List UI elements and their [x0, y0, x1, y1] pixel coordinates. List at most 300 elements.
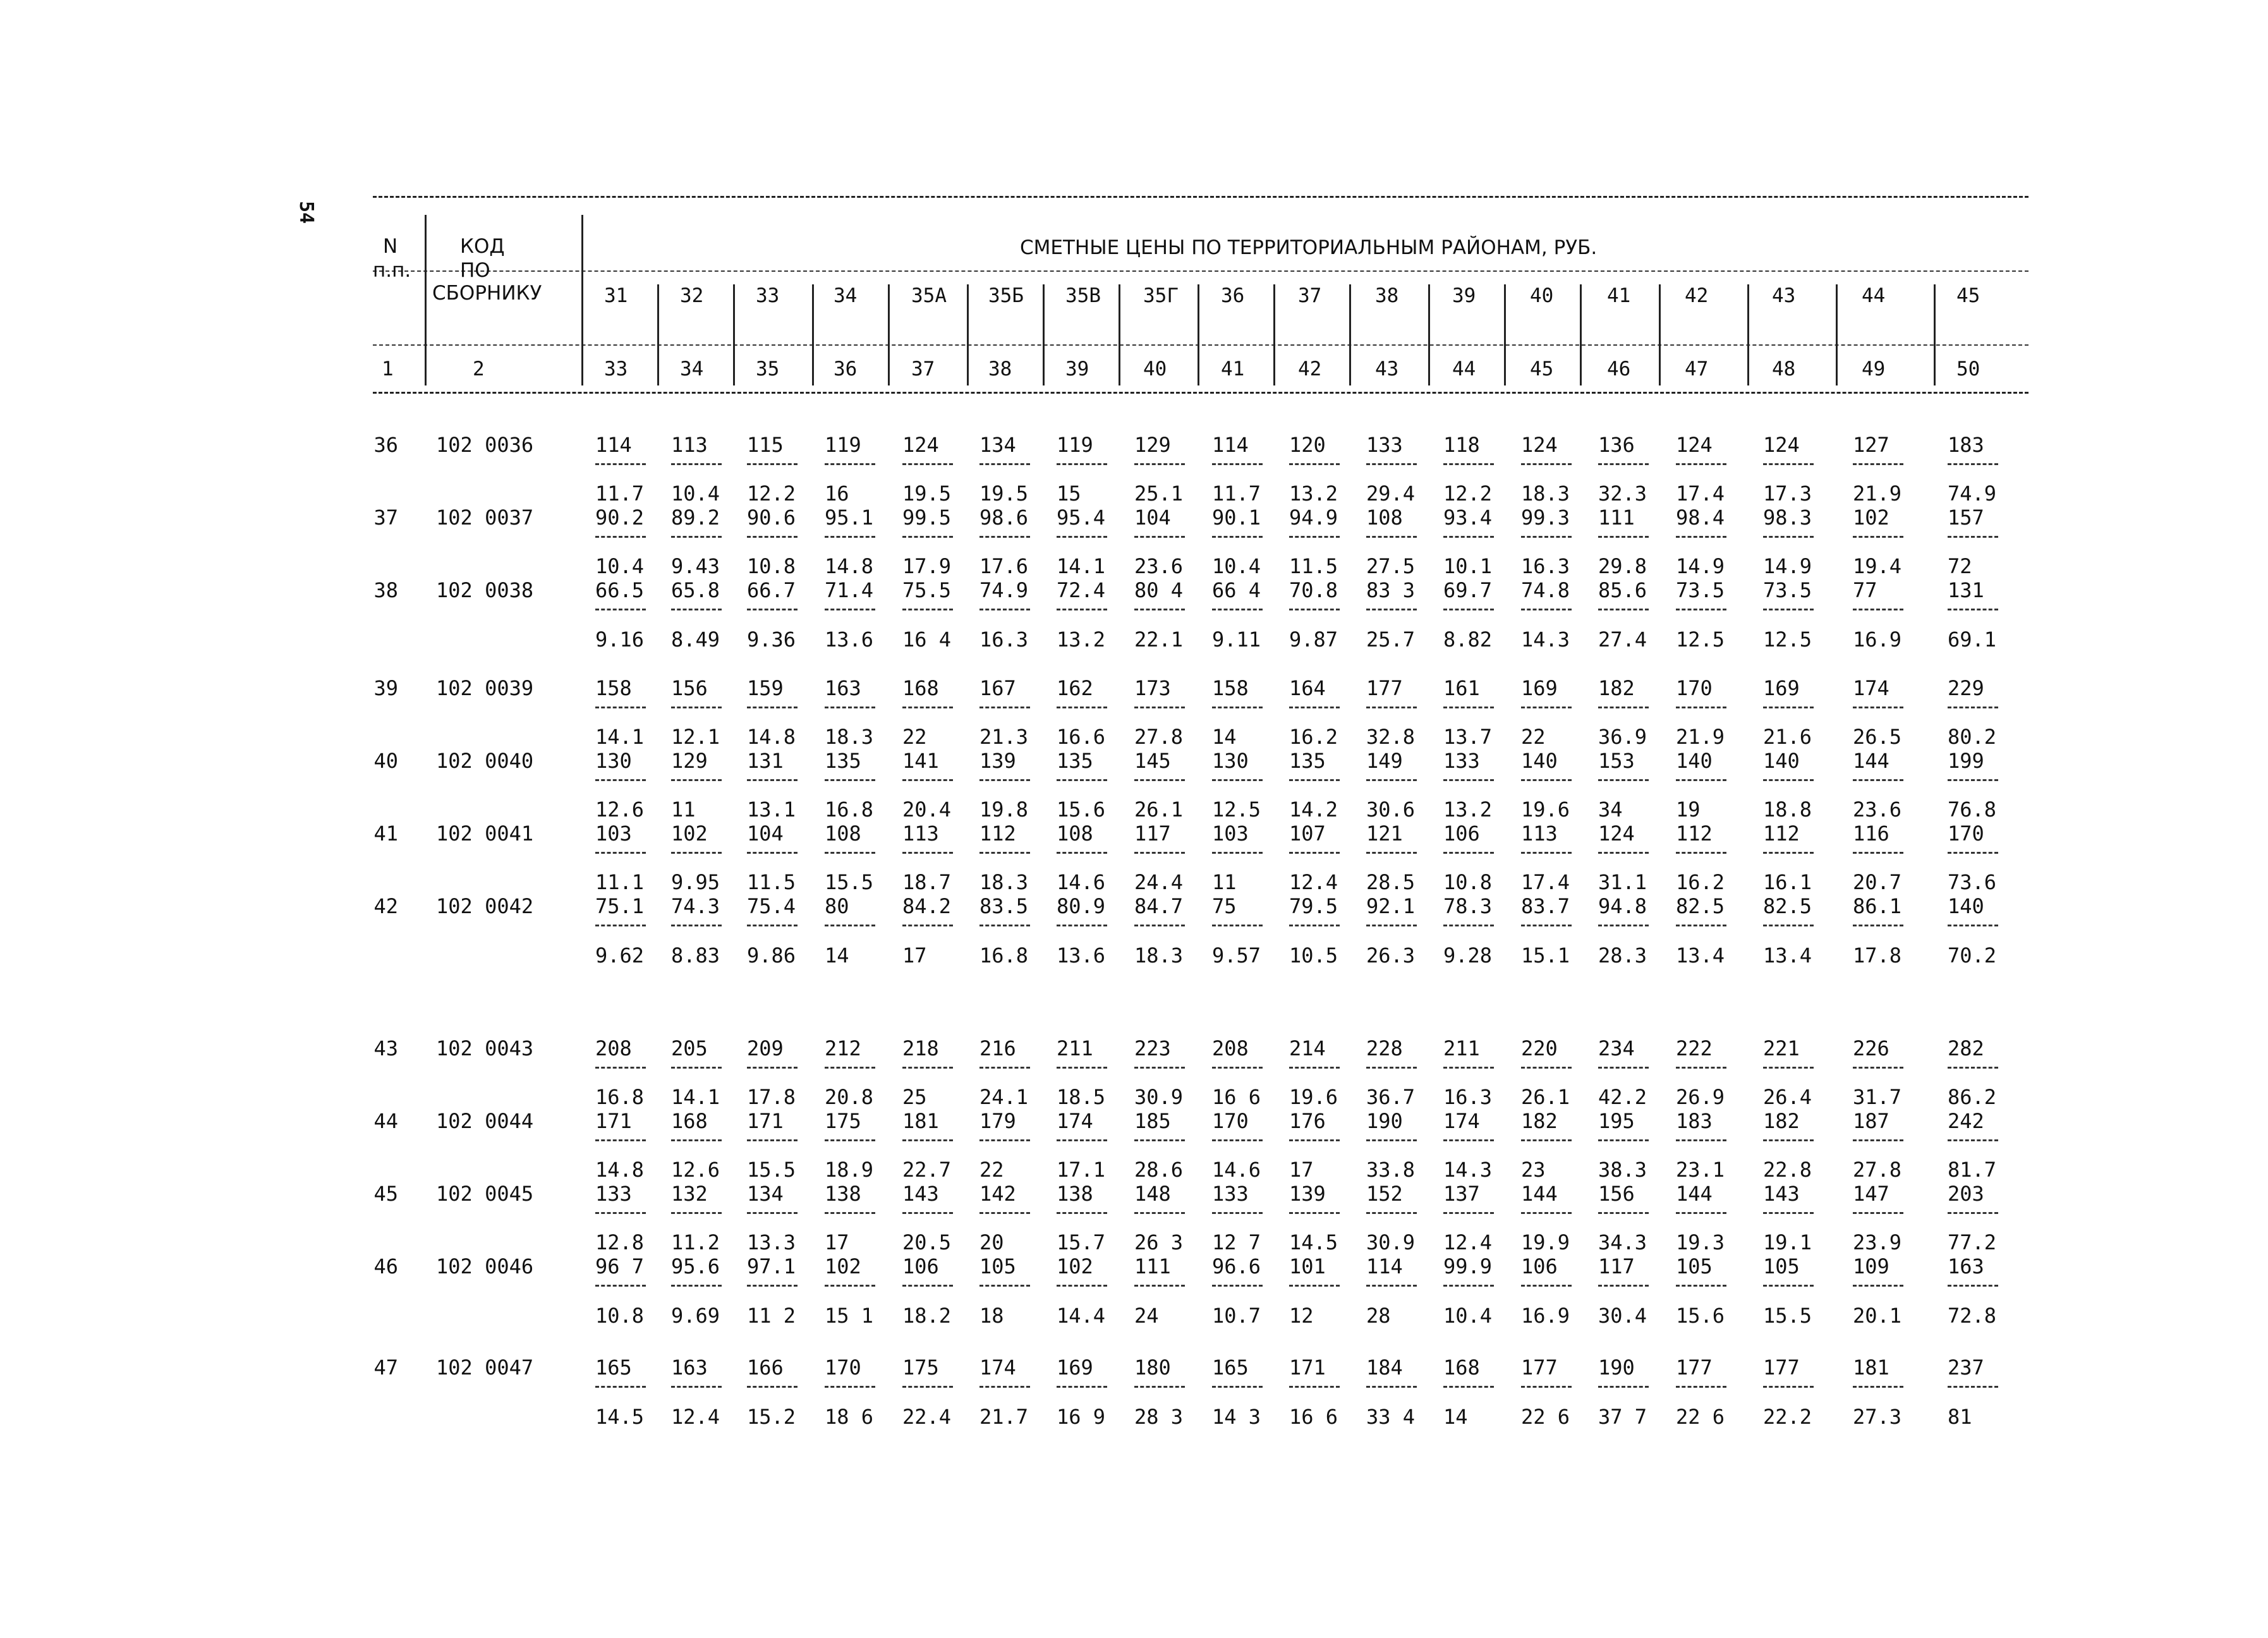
price-cell: 27.4 [1598, 628, 1647, 652]
fraction-line [902, 925, 953, 926]
price-cell: 82.5 [1763, 894, 1812, 918]
price-cell: 168 [671, 1109, 708, 1133]
price-cell: 30.4 [1598, 1304, 1647, 1328]
fraction-line [1948, 1285, 1998, 1287]
price-cell: 157 [1948, 506, 1984, 530]
price-cell: 15.5 [747, 1158, 796, 1182]
column-number: 34 [680, 358, 704, 380]
price-cell: 83 3 [1366, 578, 1416, 602]
price-cell: 12.4 [1443, 1230, 1493, 1254]
row-number: 41 [373, 822, 398, 846]
fraction-line [1948, 1139, 1998, 1141]
price-cell: 16.9 [1521, 1304, 1570, 1328]
price-cell: 181 [902, 1109, 939, 1133]
price-cell: 76.8 [1948, 798, 1997, 822]
fraction-line [1289, 463, 1340, 465]
price-cell: 174 [979, 1356, 1016, 1380]
price-cell: 17.6 [979, 554, 1029, 578]
price-cell: 124 [1598, 822, 1635, 846]
price-cell: 135 [1289, 749, 1326, 773]
fraction-line [1763, 1386, 1814, 1388]
fraction-line [747, 779, 797, 781]
price-cell: 167 [979, 676, 1016, 700]
fraction-line [595, 536, 646, 538]
row-code: 102 0047 [436, 1356, 534, 1380]
price-cell: 214 [1289, 1036, 1326, 1060]
fraction-line [1057, 609, 1107, 610]
price-cell: 28.6 [1134, 1158, 1184, 1182]
fraction-line [979, 852, 1030, 854]
fraction-line [1289, 707, 1340, 708]
fraction-line [1366, 1285, 1417, 1287]
price-cell: 9.87 [1289, 628, 1338, 652]
price-cell: 15 1 [825, 1304, 874, 1328]
price-cell: 14.1 [1057, 554, 1106, 578]
price-cell: 23.6 [1853, 798, 1902, 822]
region-header: 34 [834, 284, 858, 307]
fraction-line [1853, 609, 1903, 610]
price-cell: 116 [1853, 822, 1889, 846]
price-cell: 9.28 [1443, 943, 1493, 968]
price-cell: 129 [671, 749, 708, 773]
price-cell: 13.4 [1676, 943, 1725, 968]
column-number: 39 [1065, 358, 1089, 380]
price-cell: 19.6 [1289, 1085, 1338, 1109]
price-cell: 9.95 [671, 870, 720, 894]
fraction-line [979, 1139, 1030, 1141]
region-header: 43 [1772, 284, 1796, 307]
fraction-line [1289, 1067, 1340, 1069]
region-header: 31 [604, 284, 628, 307]
price-cell: 237 [1948, 1356, 1984, 1380]
price-cell: 124 [1763, 433, 1800, 457]
price-cell: 103 [595, 822, 632, 846]
price-cell: 10.5 [1289, 943, 1338, 968]
price-cell: 15.7 [1057, 1230, 1106, 1254]
fraction-line [1057, 707, 1107, 708]
row-code: 102 0037 [436, 506, 534, 530]
price-cell: 119 [1057, 433, 1093, 457]
row-number: 40 [373, 749, 398, 773]
price-cell: 36.7 [1366, 1085, 1416, 1109]
price-cell: 114 [1366, 1254, 1403, 1278]
price-cell: 135 [825, 749, 861, 773]
price-cell: 216 [979, 1036, 1016, 1060]
price-cell: 75.1 [595, 894, 645, 918]
price-cell: 163 [671, 1356, 708, 1380]
column-divider [1119, 284, 1120, 385]
price-cell: 14 [825, 943, 849, 968]
price-cell: 29.8 [1598, 554, 1647, 578]
price-cell: 140 [1521, 749, 1558, 773]
fraction-line [1521, 1067, 1572, 1069]
price-cell: 163 [1948, 1254, 1984, 1278]
price-cell: 17.4 [1676, 482, 1725, 506]
price-cell: 14.1 [671, 1085, 720, 1109]
price-cell: 89.2 [671, 506, 720, 530]
fraction-line [1443, 1386, 1494, 1388]
price-cell: 130 [595, 749, 632, 773]
column-divider [967, 284, 969, 385]
price-cell: 14.3 [1443, 1158, 1493, 1182]
fraction-line [1948, 1212, 1998, 1214]
fraction-line [1853, 1139, 1903, 1141]
fraction-line [1853, 536, 1903, 538]
column-divider [1659, 284, 1661, 385]
header-code-1: КОД [460, 235, 505, 258]
price-cell: 33.8 [1366, 1158, 1416, 1182]
fraction-line [1598, 1285, 1649, 1287]
price-cell: 82.5 [1676, 894, 1725, 918]
price-cell: 104 [1134, 506, 1171, 530]
fraction-line [747, 463, 797, 465]
fraction-line [1521, 925, 1572, 926]
price-cell: 195 [1598, 1109, 1635, 1133]
region-header: 40 [1530, 284, 1554, 307]
fraction-line [1366, 1139, 1417, 1141]
fraction-line [671, 1067, 722, 1069]
column-divider [1836, 284, 1838, 385]
price-cell: 12.5 [1212, 798, 1261, 822]
price-cell: 182 [1598, 676, 1635, 700]
price-cell: 27.5 [1366, 554, 1416, 578]
price-cell: 106 [902, 1254, 939, 1278]
price-cell: 118 [1443, 433, 1480, 457]
fraction-line [1057, 1067, 1107, 1069]
price-cell: 22 6 [1676, 1405, 1725, 1429]
row-code: 102 0046 [436, 1254, 534, 1278]
fraction-line [595, 1386, 646, 1388]
price-cell: 14.6 [1212, 1158, 1261, 1182]
price-cell: 24.1 [979, 1085, 1029, 1109]
fraction-line [825, 1212, 875, 1214]
fraction-line [595, 609, 646, 610]
price-cell: 25.1 [1134, 482, 1184, 506]
fraction-line [747, 1139, 797, 1141]
price-cell: 14 [1212, 725, 1237, 749]
price-cell: 168 [902, 676, 939, 700]
price-cell: 32.3 [1598, 482, 1647, 506]
price-cell: 133 [1366, 433, 1403, 457]
price-cell: 102 [1853, 506, 1889, 530]
price-cell: 16.3 [1443, 1085, 1493, 1109]
price-cell: 133 [1443, 749, 1480, 773]
fraction-line [1134, 1386, 1185, 1388]
price-cell: 140 [1676, 749, 1713, 773]
price-cell: 113 [902, 822, 939, 846]
price-cell: 22.1 [1134, 628, 1184, 652]
price-cell: 15.5 [825, 870, 874, 894]
price-cell: 16 6 [1212, 1085, 1261, 1109]
fraction-line [1057, 1212, 1107, 1214]
header-code-3: СБОРНИКУ [432, 282, 542, 305]
price-cell: 21.6 [1763, 725, 1812, 749]
price-cell: 102 [1057, 1254, 1093, 1278]
price-cell: 12.5 [1676, 628, 1725, 652]
fraction-line [1289, 852, 1340, 854]
column-number: 50 [1956, 358, 1980, 380]
price-cell: 94.8 [1598, 894, 1647, 918]
fraction-line [1443, 1285, 1494, 1287]
price-cell: 84.7 [1134, 894, 1184, 918]
price-cell: 12 [1289, 1304, 1314, 1328]
price-cell: 158 [595, 676, 632, 700]
fraction-line [1598, 609, 1649, 610]
column-number: 42 [1298, 358, 1322, 380]
fraction-line [747, 1212, 797, 1214]
price-cell: 18.3 [979, 870, 1029, 894]
fraction-line [1212, 1139, 1263, 1141]
price-cell: 21.9 [1853, 482, 1902, 506]
fraction-line [1366, 536, 1417, 538]
fraction-line [1853, 1285, 1903, 1287]
fraction-line [902, 1067, 953, 1069]
price-cell: 9.69 [671, 1304, 720, 1328]
price-cell: 18.3 [825, 725, 874, 749]
price-cell: 121 [1366, 822, 1403, 846]
fraction-line [1366, 1212, 1417, 1214]
header-divider-rule [373, 344, 2028, 346]
price-cell: 16 6 [1289, 1405, 1338, 1429]
fraction-line [595, 1212, 646, 1214]
fraction-line [1676, 925, 1726, 926]
column-divider [1043, 284, 1045, 385]
price-cell: 170 [825, 1356, 861, 1380]
price-cell: 11 [1212, 870, 1237, 894]
fraction-line [1763, 463, 1814, 465]
price-cell: 144 [1853, 749, 1889, 773]
price-cell: 102 [825, 1254, 861, 1278]
fraction-line [825, 1067, 875, 1069]
price-cell: 174 [1443, 1109, 1480, 1133]
price-cell: 22.8 [1763, 1158, 1812, 1182]
fraction-line [979, 536, 1030, 538]
price-cell: 113 [1521, 822, 1558, 846]
fraction-line [1598, 463, 1649, 465]
fraction-line [979, 609, 1030, 610]
price-cell: 119 [825, 433, 861, 457]
fraction-line [1521, 463, 1572, 465]
fraction-line [1763, 609, 1814, 610]
row-code: 102 0040 [436, 749, 534, 773]
fraction-line [1521, 1212, 1572, 1214]
fraction-line [1212, 1386, 1263, 1388]
price-cell: 71.4 [825, 578, 874, 602]
fraction-line [1521, 707, 1572, 708]
column-divider [1349, 284, 1351, 385]
price-cell: 9.43 [671, 554, 720, 578]
price-cell: 30.9 [1134, 1085, 1184, 1109]
price-cell: 173 [1134, 676, 1171, 700]
price-cell: 11.2 [671, 1230, 720, 1254]
column-divider [1273, 284, 1275, 385]
price-cell: 9.62 [595, 943, 645, 968]
price-cell: 65.8 [671, 578, 720, 602]
fraction-line [1289, 925, 1340, 926]
price-cell: 11.1 [595, 870, 645, 894]
price-cell: 164 [1289, 676, 1326, 700]
fraction-line [1521, 1386, 1572, 1388]
price-cell: 28 3 [1134, 1405, 1184, 1429]
fraction-line [1443, 852, 1494, 854]
price-cell: 14.9 [1676, 554, 1725, 578]
price-cell: 20.7 [1853, 870, 1902, 894]
fraction-line [1948, 1386, 1998, 1388]
price-cell: 17.1 [1057, 1158, 1106, 1182]
fraction-line [825, 609, 875, 610]
fraction-line [595, 1067, 646, 1069]
fraction-line [1212, 1067, 1263, 1069]
region-header: 37 [1298, 284, 1322, 307]
row-code: 102 0044 [436, 1109, 534, 1133]
fraction-line [595, 852, 646, 854]
price-cell: 80 4 [1134, 578, 1184, 602]
fraction-line [979, 925, 1030, 926]
price-cell: 27.8 [1853, 1158, 1902, 1182]
price-cell: 11.7 [1212, 482, 1261, 506]
price-cell: 144 [1521, 1182, 1558, 1206]
price-cell: 148 [1134, 1182, 1171, 1206]
price-cell: 12.4 [1289, 870, 1338, 894]
price-cell: 14.5 [595, 1405, 645, 1429]
price-cell: 20.1 [1853, 1304, 1902, 1328]
price-cell: 17.8 [747, 1085, 796, 1109]
price-cell: 158 [1212, 676, 1249, 700]
price-cell: 8.49 [671, 628, 720, 652]
price-cell: 199 [1948, 749, 1984, 773]
fraction-line [979, 779, 1030, 781]
price-cell: 11 2 [747, 1304, 796, 1328]
price-cell: 9.16 [595, 628, 645, 652]
fraction-line [1521, 536, 1572, 538]
row-number: 47 [373, 1356, 398, 1380]
price-cell: 74.8 [1521, 578, 1570, 602]
fraction-line [1366, 779, 1417, 781]
fraction-line [747, 1067, 797, 1069]
price-cell: 26.4 [1763, 1085, 1812, 1109]
fraction-line [1948, 852, 1998, 854]
fraction-line [1853, 852, 1903, 854]
price-cell: 17 [825, 1230, 849, 1254]
fraction-line [1366, 609, 1417, 610]
price-cell: 229 [1948, 676, 1984, 700]
price-cell: 11.5 [747, 870, 796, 894]
price-cell: 13.7 [1443, 725, 1493, 749]
header-num: N [383, 235, 398, 258]
fraction-line [1676, 609, 1726, 610]
price-cell: 75 [1212, 894, 1237, 918]
price-cell: 17.3 [1763, 482, 1812, 506]
region-header: 35Б [988, 284, 1024, 307]
price-cell: 23.1 [1676, 1158, 1725, 1182]
fraction-line [1598, 779, 1649, 781]
price-cell: 180 [1134, 1356, 1171, 1380]
price-cell: 10.4 [1212, 554, 1261, 578]
price-cell: 18.3 [1134, 943, 1184, 968]
price-cell: 182 [1521, 1109, 1558, 1133]
column-number: 48 [1772, 358, 1796, 380]
fraction-line [1676, 852, 1726, 854]
price-cell: 84.2 [902, 894, 952, 918]
fraction-line [1676, 1139, 1726, 1141]
fraction-line [1057, 779, 1107, 781]
fraction-line [1212, 707, 1263, 708]
price-cell: 90.1 [1212, 506, 1261, 530]
row-number: 46 [373, 1254, 398, 1278]
price-cell: 112 [1676, 822, 1713, 846]
price-cell: 127 [1853, 433, 1889, 457]
fraction-line [1676, 1067, 1726, 1069]
fraction-line [902, 463, 953, 465]
price-cell: 17.8 [1853, 943, 1902, 968]
region-header: 35Г [1143, 284, 1179, 307]
price-cell: 81 [1948, 1405, 1972, 1429]
price-cell: 222 [1676, 1036, 1713, 1060]
fraction-line [1443, 707, 1494, 708]
price-cell: 187 [1853, 1109, 1889, 1133]
price-cell: 162 [1057, 676, 1093, 700]
row-code: 102 0041 [436, 822, 534, 846]
fraction-line [1289, 1285, 1340, 1287]
price-cell: 98.4 [1676, 506, 1725, 530]
fraction-line [1521, 779, 1572, 781]
price-cell: 27.3 [1853, 1405, 1902, 1429]
price-cell: 16 4 [902, 628, 952, 652]
fraction-line [1521, 852, 1572, 854]
price-cell: 13.6 [825, 628, 874, 652]
price-cell: 18 6 [825, 1405, 874, 1429]
price-cell: 211 [1057, 1036, 1093, 1060]
price-cell: 73.5 [1763, 578, 1812, 602]
price-cell: 11 [671, 798, 696, 822]
price-cell: 109 [1853, 1254, 1889, 1278]
fraction-line [1948, 609, 1998, 610]
price-cell: 226 [1853, 1036, 1889, 1060]
price-cell: 21.7 [979, 1405, 1029, 1429]
fraction-line [1289, 1212, 1340, 1214]
column-divider [888, 284, 890, 385]
price-cell: 95.6 [671, 1254, 720, 1278]
price-cell: 208 [595, 1036, 632, 1060]
column-number: 40 [1143, 358, 1167, 380]
fraction-line [1598, 1386, 1649, 1388]
fraction-line [1763, 536, 1814, 538]
price-cell: 165 [1212, 1356, 1249, 1380]
price-cell: 168 [1443, 1356, 1480, 1380]
fraction-line [902, 779, 953, 781]
price-cell: 78.3 [1443, 894, 1493, 918]
fraction-line [747, 609, 797, 610]
price-cell: 112 [979, 822, 1016, 846]
price-cell: 108 [825, 822, 861, 846]
price-cell: 190 [1598, 1356, 1635, 1380]
fraction-line [747, 1285, 797, 1287]
fraction-line [1134, 925, 1185, 926]
price-cell: 181 [1853, 1356, 1889, 1380]
price-cell: 15 [1057, 482, 1081, 506]
price-cell: 20.5 [902, 1230, 952, 1254]
fraction-line [671, 463, 722, 465]
price-cell: 73.5 [1676, 578, 1725, 602]
region-header: 33 [756, 284, 780, 307]
price-cell: 117 [1134, 822, 1171, 846]
price-cell: 80.2 [1948, 725, 1997, 749]
price-cell: 169 [1763, 676, 1800, 700]
price-cell: 77.2 [1948, 1230, 1997, 1254]
price-cell: 26.9 [1676, 1085, 1725, 1109]
region-header: 45 [1956, 284, 1980, 307]
price-cell: 107 [1289, 822, 1326, 846]
